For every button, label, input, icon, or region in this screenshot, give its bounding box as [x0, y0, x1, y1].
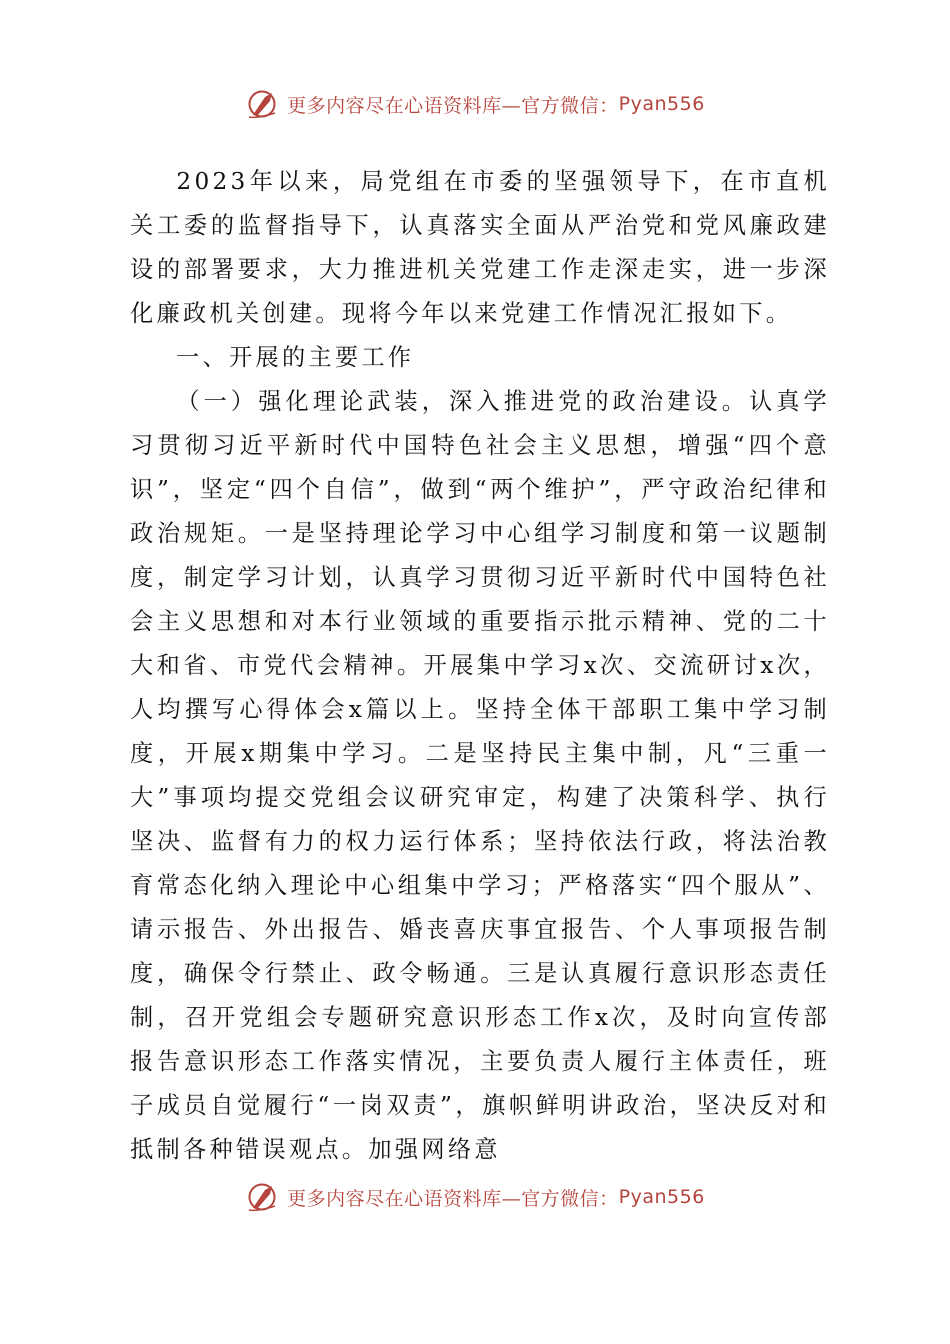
- intro-paragraph: 2023年以来，局党组在市委的坚强领导下，在市直机关工委的监督指导下，认真落实全面从严治党和党风廉政建设的部署要求，大力推进机关党建工作走深走实，进一步深化廉政机关创建。现将今年以来党建工作情况汇报如下。: [130, 168, 830, 327]
- watermark-wechat-id: Pyan556: [618, 1186, 705, 1208]
- watermark-wechat-id: Pyan556: [618, 93, 705, 115]
- section-heading: 一、开展的主要工作: [176, 344, 415, 371]
- pen-nib-logo-icon: [245, 87, 283, 121]
- document-body: [130, 160, 830, 1172]
- watermark-banner-bottom: [0, 1177, 950, 1217]
- watermark-banner-top: [0, 84, 950, 124]
- watermark-text: 更多内容尽在心语资料库—官方微信：: [287, 94, 619, 117]
- watermark-text: 更多内容尽在心语资料库—官方微信：: [287, 1187, 619, 1210]
- subsection-paragraph: （一）强化理论武装，深入推进党的政治建设。认真学习贯彻习近平新时代中国特色社会主义思想，增强“四个意识”，坚定“四个自信”，做到“两个维护”，严守政治纪律和政治规矩。一是坚持理论学习中心组学习制度和第一议题制度，制定学习计划，认真学习贯彻习近平新时代中国特色社会主义思想和对本行业领域的重要指示批示精神、党的二十大和省、市党代会精神。开展集中学习x次、交流研讨x次，人均撰写心得体会x篇以上。坚持全体干部职工集中学习制度，开展x期集中学习。二是坚持民主集中制，凡“三重一大”事项均提交党组会议研究审定，构建了决策科学、执行坚决、监督有力的权力运行体系；坚持依法行政，将法治教育常态化纳入理论中心组集中学习；严格落实“四个服从”、请示报告、外出报告、婚丧喜庆事宜报告、个人事项报告制度，确保令行禁止、政令畅通。三是认真履行意识形态责任制，召开党组会专题研究意识形态工作x次，及时向宣传部报告意识形态工作落实情况，主要负责人履行主体责任，班子成员自觉履行“一岗双责”，旗帜鲜明讲政治，坚决反对和抵制各种错误观点。加强网络意: [130, 388, 830, 1163]
- pen-nib-logo-icon: [245, 1180, 283, 1214]
